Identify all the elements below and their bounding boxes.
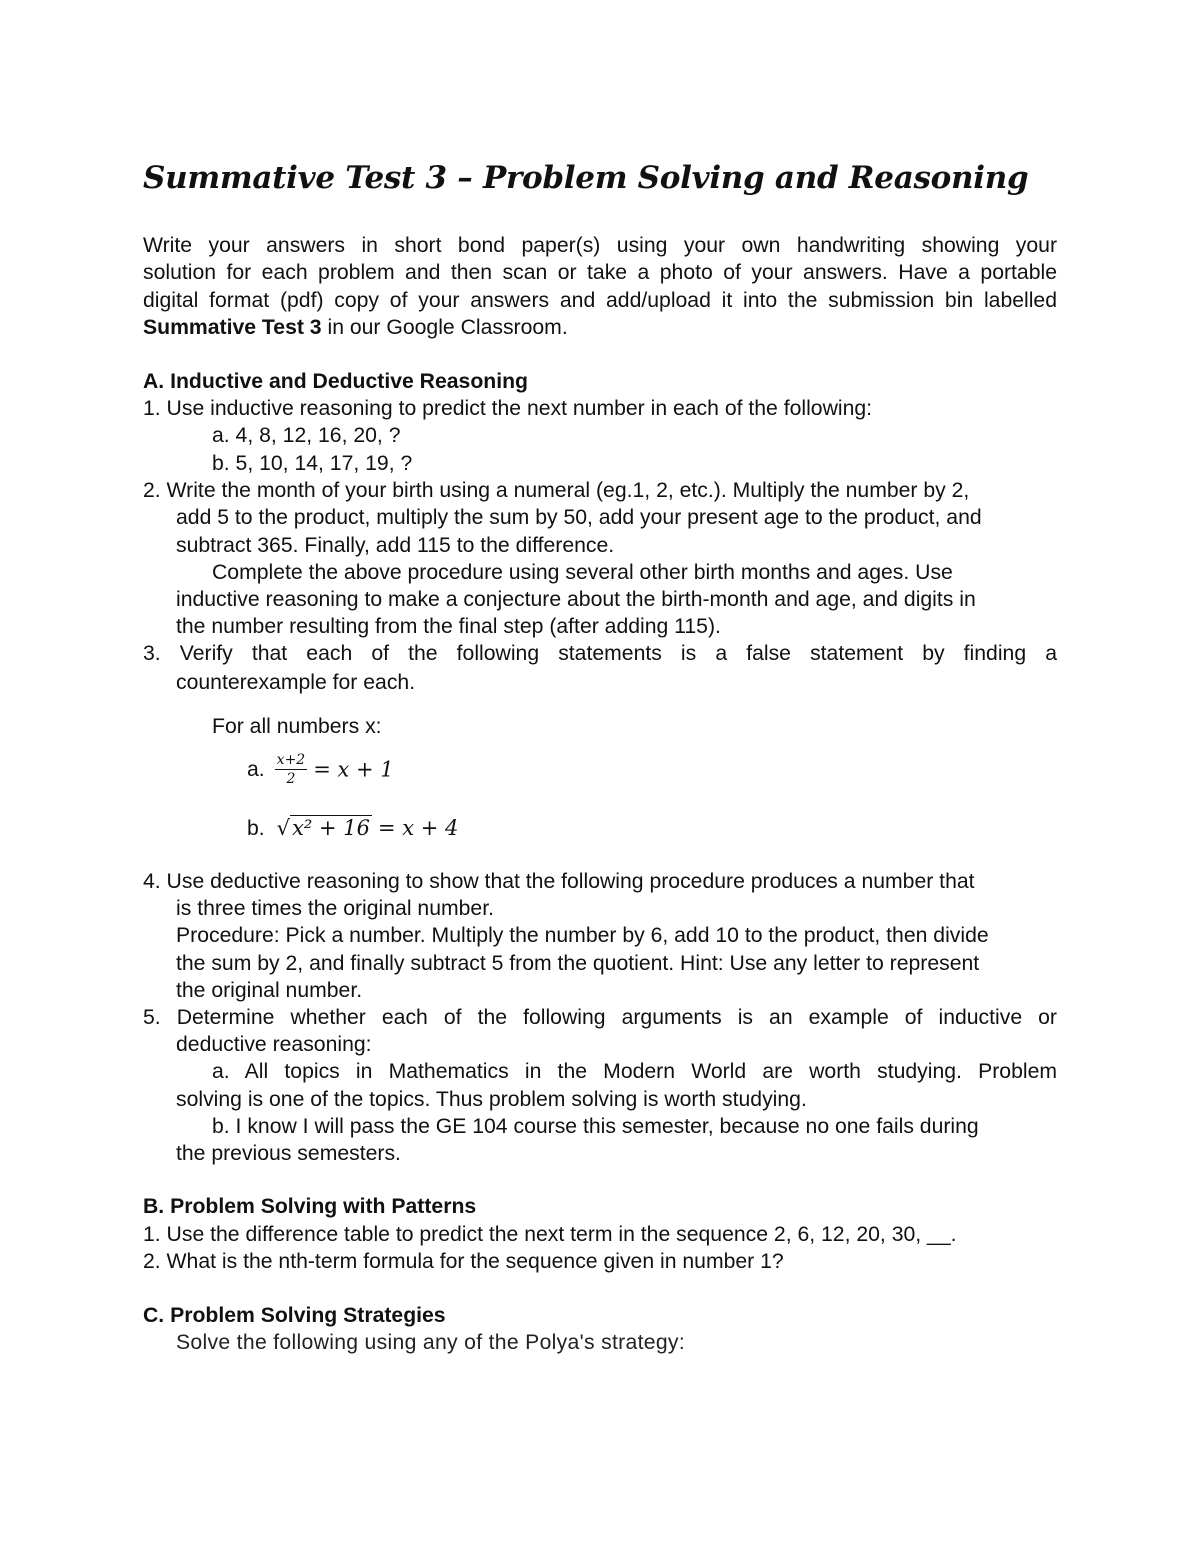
fraction-numerator: x+2 bbox=[276, 752, 306, 768]
question-a4-line: 4. Use deductive reasoning to show that the following procedure produces a number that bbox=[143, 870, 975, 893]
question-a5-text: 5. Determine whether each of the following arguments is an example of inductive or bbox=[143, 1006, 1057, 1029]
question-a1: 1. Use inductive reasoning to predict the next number in each of the following: bbox=[143, 397, 873, 420]
question-a2-line: inductive reasoning to make a conjecture about the birth-month and age, and digits in bbox=[176, 588, 976, 611]
question-b1: 1. Use the difference table to predict the next term in the sequence 2, 6, 12, 20, 30, __. bbox=[143, 1223, 957, 1246]
intro-bold-text: Summative Test 3 bbox=[143, 316, 322, 339]
section-b-heading: B. Problem Solving with Patterns bbox=[143, 1195, 477, 1218]
section-c-heading: C. Problem Solving Strategies bbox=[143, 1304, 446, 1327]
intro-paragraph bbox=[143, 232, 1057, 314]
equation-a bbox=[247, 752, 394, 788]
question-a5b-line: the previous semesters. bbox=[176, 1142, 401, 1165]
question-a5-line bbox=[143, 1004, 1057, 1031]
question-a4-line: Procedure: Pick a number. Multiply the number by 6, add 10 to the product, then divide bbox=[176, 924, 989, 947]
question-a2-line: Complete the above procedure using several other birth months and ages. Use bbox=[212, 561, 953, 584]
question-a3-line bbox=[143, 640, 1057, 667]
fraction-denominator: 2 bbox=[286, 771, 296, 787]
question-a4-line: the original number. bbox=[176, 979, 363, 1002]
equation-a-rhs: = x + 1 bbox=[313, 757, 394, 782]
sqrt-icon: √ bbox=[276, 816, 291, 840]
question-a4-line: is three times the original number. bbox=[176, 897, 494, 920]
intro-line: Write your answers in short bond paper(s) using your own handwriting showing your bbox=[143, 234, 1057, 257]
equation-a-label: a. bbox=[247, 758, 265, 782]
intro-text: in our Google Classroom. bbox=[321, 316, 568, 339]
section-a-heading: A. Inductive and Deductive Reasoning bbox=[143, 370, 528, 393]
equation-b-rhs: = x + 4 bbox=[378, 816, 459, 840]
question-a5-line: deductive reasoning: bbox=[176, 1033, 372, 1056]
question-a1b: b. 5, 10, 14, 17, 19, ? bbox=[212, 452, 413, 475]
fraction bbox=[275, 752, 308, 788]
question-a5a-line: solving is one of the topics. Thus problem solving is worth studying. bbox=[176, 1088, 807, 1111]
question-a4-line: the sum by 2, and finally subtract 5 from the quotient. Hint: Use any letter to represent bbox=[176, 952, 980, 975]
question-a2-line: the number resulting from the final step (after adding 115). bbox=[176, 615, 721, 638]
question-a3-for-all: For all numbers x: bbox=[212, 715, 382, 738]
question-b2: 2. What is the nth-term formula for the sequence given in number 1? bbox=[143, 1250, 784, 1273]
intro-line: solution for each problem and then scan or take a photo of your answers. Have a portable bbox=[143, 261, 1057, 285]
section-c-instruction: Solve the following using any of the Polya's strategy: bbox=[176, 1331, 686, 1354]
equation-b-label: b. bbox=[247, 817, 265, 840]
page-title: Summative Test 3 – Problem Solving and Reasoning bbox=[143, 160, 1029, 196]
intro-line bbox=[143, 314, 568, 341]
intro-line: digital format (pdf) copy of your answers and add/upload it into the submission bin labelled bbox=[143, 288, 1057, 312]
radicand: x² + 16 bbox=[292, 816, 370, 840]
question-a2-line: 2. Write the month of your birth using a numeral (eg.1, 2, etc.). Multiply the number by 2, bbox=[143, 479, 970, 502]
question-a2-line: subtract 365. Finally, add 115 to the difference. bbox=[176, 534, 615, 557]
question-a5a-line: a. All topics in Mathematics in the Modern World are worth studying. Problem bbox=[212, 1060, 1057, 1083]
question-a1a: a. 4, 8, 12, 16, 20, ? bbox=[212, 424, 401, 447]
question-a2-line: add 5 to the product, multiply the sum by 50, add your present age to the product, and bbox=[176, 506, 982, 529]
equation-b bbox=[247, 815, 458, 842]
question-a3-text: 3. Verify that each of the following statements is a false statement by finding a bbox=[143, 642, 1057, 665]
question-a5b-line: b. I know I will pass the GE 104 course this semester, because no one fails during bbox=[212, 1115, 979, 1138]
question-a3-line: counterexample for each. bbox=[176, 671, 416, 694]
